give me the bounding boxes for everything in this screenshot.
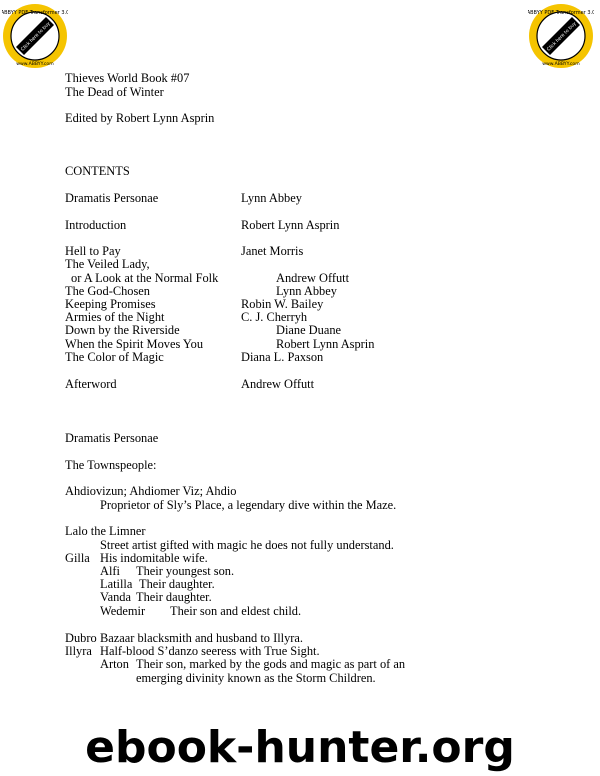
toc-title: Dramatis Personae	[65, 191, 159, 205]
character-desc: Bazaar blacksmith and husband to Illyra.	[100, 631, 304, 645]
character-name: Vanda	[100, 590, 131, 604]
character-name: Lalo the Limner	[65, 524, 146, 538]
character-desc: Their son, marked by the gods and magic as part of an	[136, 657, 406, 671]
toc-title: Afterword	[65, 377, 117, 391]
toc-author: Lynn Abbey	[276, 284, 337, 298]
character-desc: Their youngest son.	[136, 564, 235, 578]
badge-center-text: Click here to buy	[20, 21, 52, 53]
badge-center-text: Click here to buy	[546, 21, 578, 53]
character-desc: Their son and eldest child.	[170, 604, 302, 618]
toc-author: Diana L. Paxson	[241, 350, 324, 364]
character-desc: Half-blood S’danzo seeress with True Sight.	[100, 644, 320, 658]
badge-top-text: ABBYY PDF Transformer 3.0	[2, 10, 68, 16]
toc-author: Robin W. Bailey	[241, 297, 324, 311]
badge-bottom-text: www.ABBYY.com	[16, 62, 54, 67]
badge-top-text: ABBYY PDF Transformer 3.0	[528, 10, 594, 16]
watermark-footer[interactable]: ebook-hunter.org	[85, 722, 515, 773]
character-name: Ahdiovizun; Ahdiomer Viz; Ahdio	[65, 484, 237, 498]
toc-author: Janet Morris	[241, 244, 304, 258]
toc-author: Lynn Abbey	[241, 191, 302, 205]
toc-title: The Veiled Lady,	[65, 257, 150, 271]
toc-author: Andrew Offutt	[276, 271, 350, 285]
badge-bottom-text: www.ABBYY.com	[542, 62, 580, 67]
editor-line: Edited by Robert Lynn Asprin	[65, 111, 215, 125]
dramatis-heading: Dramatis Personae	[65, 431, 159, 445]
toc-title: When the Spirit Moves You	[65, 337, 204, 351]
character-name: Arton	[100, 657, 129, 671]
abbyy-badge-left[interactable]	[2, 3, 68, 69]
toc-title: Introduction	[65, 218, 127, 232]
toc-author: Diane Duane	[276, 323, 342, 337]
contents-heading: CONTENTS	[65, 164, 130, 178]
character-name: Alfi	[100, 564, 120, 578]
toc-title: The God-Chosen	[65, 284, 150, 298]
toc-author: C. J. Cherryh	[241, 310, 308, 324]
book-title: The Dead of Winter	[65, 85, 164, 99]
toc-author: Andrew Offutt	[241, 377, 315, 391]
character-desc: Street artist gifted with magic he does not fully understand.	[100, 538, 394, 552]
character-desc: His indomitable wife.	[100, 551, 208, 565]
toc-title: The Color of Magic	[65, 350, 164, 364]
character-name: Latilla	[100, 577, 133, 591]
abbyy-seal-icon	[2, 3, 68, 69]
character-desc: Proprietor of Sly’s Place, a legendary dive within the Maze.	[100, 498, 397, 512]
toc-title: Down by the Riverside	[65, 323, 180, 337]
character-desc: Their daughter.	[136, 590, 212, 604]
character-name: Wedemir	[100, 604, 146, 618]
character-desc: Their daughter.	[139, 577, 215, 591]
toc-title: Keeping Promises	[65, 297, 156, 311]
townspeople-subheading: The Townspeople:	[65, 458, 157, 472]
character-name: Gilla	[65, 551, 90, 565]
toc-author: Robert Lynn Asprin	[276, 337, 375, 351]
series-line: Thieves World Book #07	[65, 71, 190, 85]
abbyy-seal-icon	[528, 3, 594, 69]
toc-title: or A Look at the Normal Folk	[71, 271, 219, 285]
abbyy-badge-right[interactable]	[528, 3, 594, 69]
character-name: Illyra	[65, 644, 92, 658]
character-name: Dubro	[65, 631, 97, 645]
toc-title: Armies of the Night	[65, 310, 165, 324]
toc-author: Robert Lynn Asprin	[241, 218, 340, 232]
character-desc-continued: emerging divinity known as the Storm Children.	[136, 671, 376, 685]
toc-title: Hell to Pay	[65, 244, 121, 258]
